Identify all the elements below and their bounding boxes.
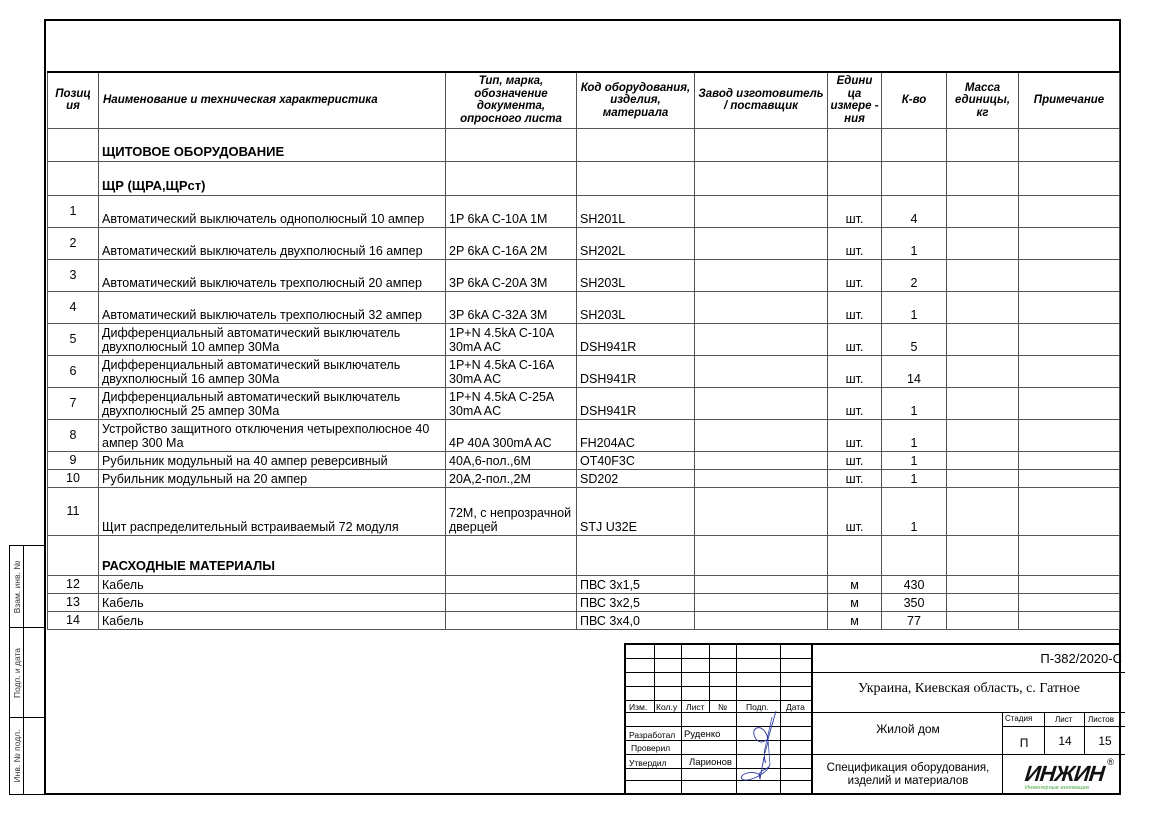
role-developed: Разработал xyxy=(629,730,676,740)
cell-manufacturer xyxy=(695,469,828,487)
cell-pos: 3 xyxy=(48,259,99,291)
cell-note xyxy=(1019,611,1120,629)
cell-code: DSH941R xyxy=(577,355,695,387)
role-checked: Проверил xyxy=(631,743,671,753)
cell-qty: 1 xyxy=(882,227,947,259)
cell-type: 1P+N 4.5kA C-16A 30mA AC xyxy=(446,355,577,387)
cell-mass xyxy=(947,487,1019,535)
cell-type xyxy=(446,611,577,629)
cell-type: 72M, с непрозрачной дверцей xyxy=(446,487,577,535)
section-title: ЩИТОВОЕ ОБОРУДОВАНИЕ xyxy=(99,128,446,161)
cell-qty: 4 xyxy=(882,195,947,227)
cell-name: Рубильник модульный на 40 ампер реверсивный xyxy=(99,451,446,469)
cell-code: SH202L xyxy=(577,227,695,259)
logo-tagline: Инженерные инновации xyxy=(1025,785,1089,791)
header-unit: Едини ца измере - ния xyxy=(828,72,882,128)
sheets-value: 15 xyxy=(1098,734,1112,748)
cell-qty: 1 xyxy=(882,291,947,323)
cell-unit: шт. xyxy=(828,291,882,323)
cell-pos: 8 xyxy=(48,419,99,451)
registered-mark: ® xyxy=(1107,757,1114,767)
cell-pos: 14 xyxy=(48,611,99,629)
header-qty: К-во xyxy=(882,72,947,128)
col-signature: Подп. xyxy=(746,702,769,712)
cell-qty: 2 xyxy=(882,259,947,291)
col-date: Дата xyxy=(786,702,805,712)
cell-unit: шт. xyxy=(828,355,882,387)
cell-pos: 11 xyxy=(48,487,99,535)
table-row xyxy=(48,387,1120,419)
side-cell-inv-replace xyxy=(10,546,45,628)
cell-manufacturer xyxy=(695,451,828,469)
project-code: П-382/2020-С xyxy=(1040,651,1122,666)
cell-unit: шт. xyxy=(828,323,882,355)
cell-name: Автоматический выключатель трехполюсный 32 ампер xyxy=(99,291,446,323)
cell-qty: 1 xyxy=(882,387,947,419)
header-type: Тип, марка, обозначение документа, опросного листа xyxy=(446,72,577,128)
cell-pos: 2 xyxy=(48,227,99,259)
table-row xyxy=(48,195,1120,227)
cell-note xyxy=(1019,227,1120,259)
table-header-row xyxy=(48,72,1120,128)
document-title-box xyxy=(813,755,1003,795)
side-label: Инв. № подл. xyxy=(11,729,22,783)
object-box xyxy=(813,713,1003,755)
table-row xyxy=(48,291,1120,323)
cell-pos: 10 xyxy=(48,469,99,487)
cell-pos: 7 xyxy=(48,387,99,419)
side-label: Подп. и дата xyxy=(11,647,22,698)
cell-pos: 4 xyxy=(48,291,99,323)
cell-manufacturer xyxy=(695,355,828,387)
cell-code: ПВС 3х2,5 xyxy=(577,593,695,611)
cell-pos: 12 xyxy=(48,575,99,593)
cell-unit: шт. xyxy=(828,259,882,291)
side-cell-sign-date xyxy=(10,628,45,718)
cell-type: 1P+N 4.5kA C-25A 30mA AC xyxy=(446,387,577,419)
cell-name: Кабель xyxy=(99,593,446,611)
cell-unit: м xyxy=(828,593,882,611)
cell-code: ПВС 3х1,5 xyxy=(577,575,695,593)
cell-code: SH203L xyxy=(577,259,695,291)
cell-manufacturer xyxy=(695,593,828,611)
table-row xyxy=(48,575,1120,593)
cell-note xyxy=(1019,323,1120,355)
cell-code: FH204AC xyxy=(577,419,695,451)
section-row xyxy=(48,128,1120,161)
cell-type xyxy=(446,593,577,611)
cell-name: Устройство защитного отключения четырехполюсное 40 ампер 300 Ма xyxy=(99,419,446,451)
cell-manufacturer xyxy=(695,291,828,323)
table-row xyxy=(48,323,1120,355)
role-approved: Утвердил xyxy=(629,758,667,768)
cell-manufacturer xyxy=(695,419,828,451)
cell-manufacturer xyxy=(695,227,828,259)
cell-manufacturer xyxy=(695,575,828,593)
location-box xyxy=(813,673,1125,713)
cell-manufacturer xyxy=(695,195,828,227)
cell-mass xyxy=(947,593,1019,611)
cell-note xyxy=(1019,259,1120,291)
cell-type: 3P 6kA C-20A 3M xyxy=(446,259,577,291)
cell-code: ПВС 3х4,0 xyxy=(577,611,695,629)
col-change: Изм. xyxy=(629,702,648,712)
cell-pos: 1 xyxy=(48,195,99,227)
cell-name: Дифференциальный автоматический выключатель двухполюсный 16 ампер 30Ма xyxy=(99,355,446,387)
cell-unit: шт. xyxy=(828,419,882,451)
cell-qty: 1 xyxy=(882,419,947,451)
approver-name: Ларионов xyxy=(689,757,732,768)
subsection-row xyxy=(48,161,1120,195)
cell-mass xyxy=(947,469,1019,487)
table-row xyxy=(48,611,1120,629)
table-row xyxy=(48,593,1120,611)
cell-qty: 5 xyxy=(882,323,947,355)
header-manufacturer: Завод изготовитель / поставщик xyxy=(695,72,828,128)
cell-mass xyxy=(947,451,1019,469)
table-row xyxy=(48,355,1120,387)
cell-qty: 1 xyxy=(882,487,947,535)
cell-unit: шт. xyxy=(828,487,882,535)
header-position: Позиц ия xyxy=(48,72,99,128)
cell-mass xyxy=(947,611,1019,629)
cell-unit: шт. xyxy=(828,469,882,487)
developer-name: Руденко xyxy=(684,729,721,740)
cell-code: SH203L xyxy=(577,291,695,323)
cell-code: SH201L xyxy=(577,195,695,227)
col-docno: № xyxy=(718,702,728,712)
cell-unit: м xyxy=(828,575,882,593)
subsection-title: ЩР (ЩРА,ЩРст) xyxy=(99,161,446,195)
table-row xyxy=(48,259,1120,291)
cell-qty: 350 xyxy=(882,593,947,611)
cell-note xyxy=(1019,593,1120,611)
cell-pos: 13 xyxy=(48,593,99,611)
location-text: Украина, Киевская область, с. Гатное xyxy=(858,681,1080,696)
cell-type: 1P 6kA C-10A 1M xyxy=(446,195,577,227)
cell-note xyxy=(1019,451,1120,469)
cell-name: Щит распределительный встраиваемый 72 модуля xyxy=(99,487,446,535)
cell-manufacturer xyxy=(695,323,828,355)
cell-unit: м xyxy=(828,611,882,629)
cell-type: 2P 6kA C-16A 2M xyxy=(446,227,577,259)
company-logo xyxy=(1003,755,1125,795)
cell-name: Дифференциальный автоматический выключатель двухполюсный 25 ампер 30Ма xyxy=(99,387,446,419)
cell-name: Кабель xyxy=(99,611,446,629)
document-title: Спецификация оборудования, изделий и материалов xyxy=(826,762,990,787)
cell-mass xyxy=(947,419,1019,451)
header-note: Примечание xyxy=(1019,72,1120,128)
cell-type: 3P 6kA C-32A 3M xyxy=(446,291,577,323)
section-row xyxy=(48,535,1120,575)
cell-unit: шт. xyxy=(828,451,882,469)
table-row xyxy=(48,469,1120,487)
cell-note xyxy=(1019,419,1120,451)
cell-name: Автоматический выключатель трехполюсный 20 ампер xyxy=(99,259,446,291)
cell-type xyxy=(446,575,577,593)
cell-unit: шт. xyxy=(828,387,882,419)
cell-mass xyxy=(947,355,1019,387)
cell-mass xyxy=(947,387,1019,419)
cell-note xyxy=(1019,487,1120,535)
cell-manufacturer xyxy=(695,259,828,291)
section-title: РАСХОДНЫЕ МАТЕРИАЛЫ xyxy=(99,535,446,575)
cell-note xyxy=(1019,575,1120,593)
cell-qty: 14 xyxy=(882,355,947,387)
cell-type: 40A,6-пол.,6M xyxy=(446,451,577,469)
signature-icon xyxy=(738,709,788,789)
cell-qty: 1 xyxy=(882,469,947,487)
cell-mass xyxy=(947,259,1019,291)
cell-name: Автоматический выключатель однополюсный 10 ампер xyxy=(99,195,446,227)
logo-word: ИНЖИН xyxy=(1023,761,1106,786)
col-sheet: Лист xyxy=(686,702,705,712)
cell-manufacturer xyxy=(695,487,828,535)
side-label: Взам. инв. № xyxy=(11,560,22,613)
project-code-box xyxy=(813,645,1125,673)
cell-code: OT40F3C xyxy=(577,451,695,469)
table-row xyxy=(48,451,1120,469)
title-block xyxy=(624,643,1121,795)
cell-qty: 430 xyxy=(882,575,947,593)
object-name: Жилой дом xyxy=(876,722,940,736)
cell-type: 1P+N 4.5kA C-10A 30mA AC xyxy=(446,323,577,355)
cell-note xyxy=(1019,195,1120,227)
sheet-label: Лист xyxy=(1055,715,1073,724)
cell-pos: 9 xyxy=(48,451,99,469)
specification-table xyxy=(47,71,1120,630)
cell-mass xyxy=(947,227,1019,259)
cell-mass xyxy=(947,323,1019,355)
revision-grid xyxy=(626,645,811,795)
cell-manufacturer xyxy=(695,611,828,629)
cell-note xyxy=(1019,469,1120,487)
cell-name: Дифференциальный автоматический выключатель двухполюсный 10 ампер 30Ма xyxy=(99,323,446,355)
cell-code: SD202 xyxy=(577,469,695,487)
stage-label: Стадия xyxy=(1005,714,1033,723)
cell-pos: 6 xyxy=(48,355,99,387)
stage-value: П xyxy=(1019,736,1029,750)
cell-pos: 5 xyxy=(48,323,99,355)
title-block-main xyxy=(811,645,1123,795)
cell-code: STJ U32E xyxy=(577,487,695,535)
cell-qty: 1 xyxy=(882,451,947,469)
cell-note xyxy=(1019,291,1120,323)
header-name: Наименование и техническая характеристика xyxy=(99,72,446,128)
cell-note xyxy=(1019,387,1120,419)
cell-mass xyxy=(947,195,1019,227)
cell-type: 4P 40A 300mA AC xyxy=(446,419,577,451)
table-row xyxy=(48,487,1120,535)
cell-name: Кабель xyxy=(99,575,446,593)
cell-unit: шт. xyxy=(828,195,882,227)
sheet-value: 14 xyxy=(1058,734,1072,748)
sheets-label: Листов xyxy=(1088,715,1114,724)
binding-strip xyxy=(9,545,44,795)
cell-code: DSH941R xyxy=(577,323,695,355)
cell-qty: 77 xyxy=(882,611,947,629)
cell-type: 20A,2-пол.,2M xyxy=(446,469,577,487)
cell-mass xyxy=(947,291,1019,323)
cell-mass xyxy=(947,575,1019,593)
side-cell-inv-original xyxy=(10,718,45,794)
table-row xyxy=(48,419,1120,451)
header-code: Код оборудования, изделия, материала xyxy=(577,72,695,128)
table-row xyxy=(48,227,1120,259)
cell-name: Автоматический выключатель двухполюсный 16 ампер xyxy=(99,227,446,259)
cell-code: DSH941R xyxy=(577,387,695,419)
cell-manufacturer xyxy=(695,387,828,419)
col-count: Кол.у xyxy=(656,702,678,712)
header-mass: Масса единицы, кг xyxy=(947,72,1019,128)
cell-note xyxy=(1019,355,1120,387)
cell-name: Рубильник модульный на 20 ампер xyxy=(99,469,446,487)
cell-unit: шт. xyxy=(828,227,882,259)
